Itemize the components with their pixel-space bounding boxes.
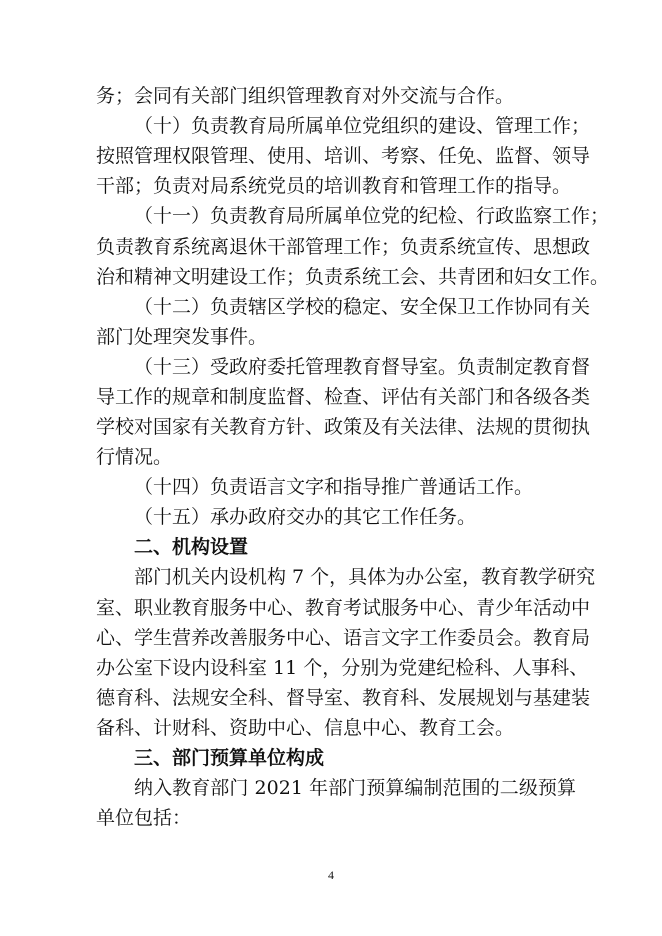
section-heading: 二、机构设置	[134, 536, 249, 558]
text-line: （十一）负责教育局所属单位党的纪检、行政监察工作；	[134, 205, 610, 227]
text-line: （十三）受政府委托管理教育督导室。负责制定教育督	[134, 356, 591, 378]
text-line: 学校对国家有关教育方针、政策及有关法律、法规的贯彻执	[96, 416, 591, 438]
text-line: 导工作的规章和制度监督、检查、评估有关部门和各级各类	[96, 386, 591, 408]
text-line: （十二）负责辖区学校的稳定、安全保卫工作协同有关	[134, 296, 591, 318]
section-heading: 三、部门预算单位构成	[134, 747, 325, 769]
text-line: 干部；负责对局系统党员的培训教育和管理工作的指导。	[96, 175, 572, 197]
text-line: （十四）负责语言文字和指导推广普通话工作。	[134, 476, 534, 498]
text-line: 部门处理突发事件。	[96, 326, 268, 348]
text-line: 纳入教育部门 2021 年部门预算编制范围的二级预算	[134, 777, 576, 799]
text-line: 德育科、法规安全科、督导室、教育科、发展规划与基建装	[96, 687, 591, 709]
text-line: 单位包括：	[96, 807, 192, 829]
text-line: 治和精神文明建设工作；负责系统工会、共青团和妇女工作。	[96, 266, 610, 288]
text-line: 部门机关内设机构 7 个，具体为办公室，教育教学研究	[134, 566, 596, 588]
text-line: 按照管理权限管理、使用、培训、考察、任免、监督、领导	[96, 145, 591, 167]
page-number: 4	[328, 868, 334, 882]
text-line: 备科、计财科、资助中心、信息中心、教育工会。	[96, 717, 515, 739]
text-line: 负责教育系统离退休干部管理工作；负责系统宣传、思想政	[96, 236, 591, 258]
text-line: （十五）承办政府交办的其它工作任务。	[134, 506, 477, 528]
text-line: 室、职业教育服务中心、教育考试服务中心、青少年活动中	[96, 597, 591, 619]
text-line: 办公室下设内设科室 11 个，分别为党建纪检科、人事科、	[96, 657, 589, 679]
text-line: （十）负责教育局所属单位党组织的建设、管理工作；	[134, 115, 591, 137]
text-line: 务；会同有关部门组织管理教育对外交流与合作。	[96, 85, 515, 107]
text-line: 行情况。	[96, 446, 173, 468]
text-line: 心、学生营养改善服务中心、语言文字工作委员会。教育局	[96, 627, 591, 649]
